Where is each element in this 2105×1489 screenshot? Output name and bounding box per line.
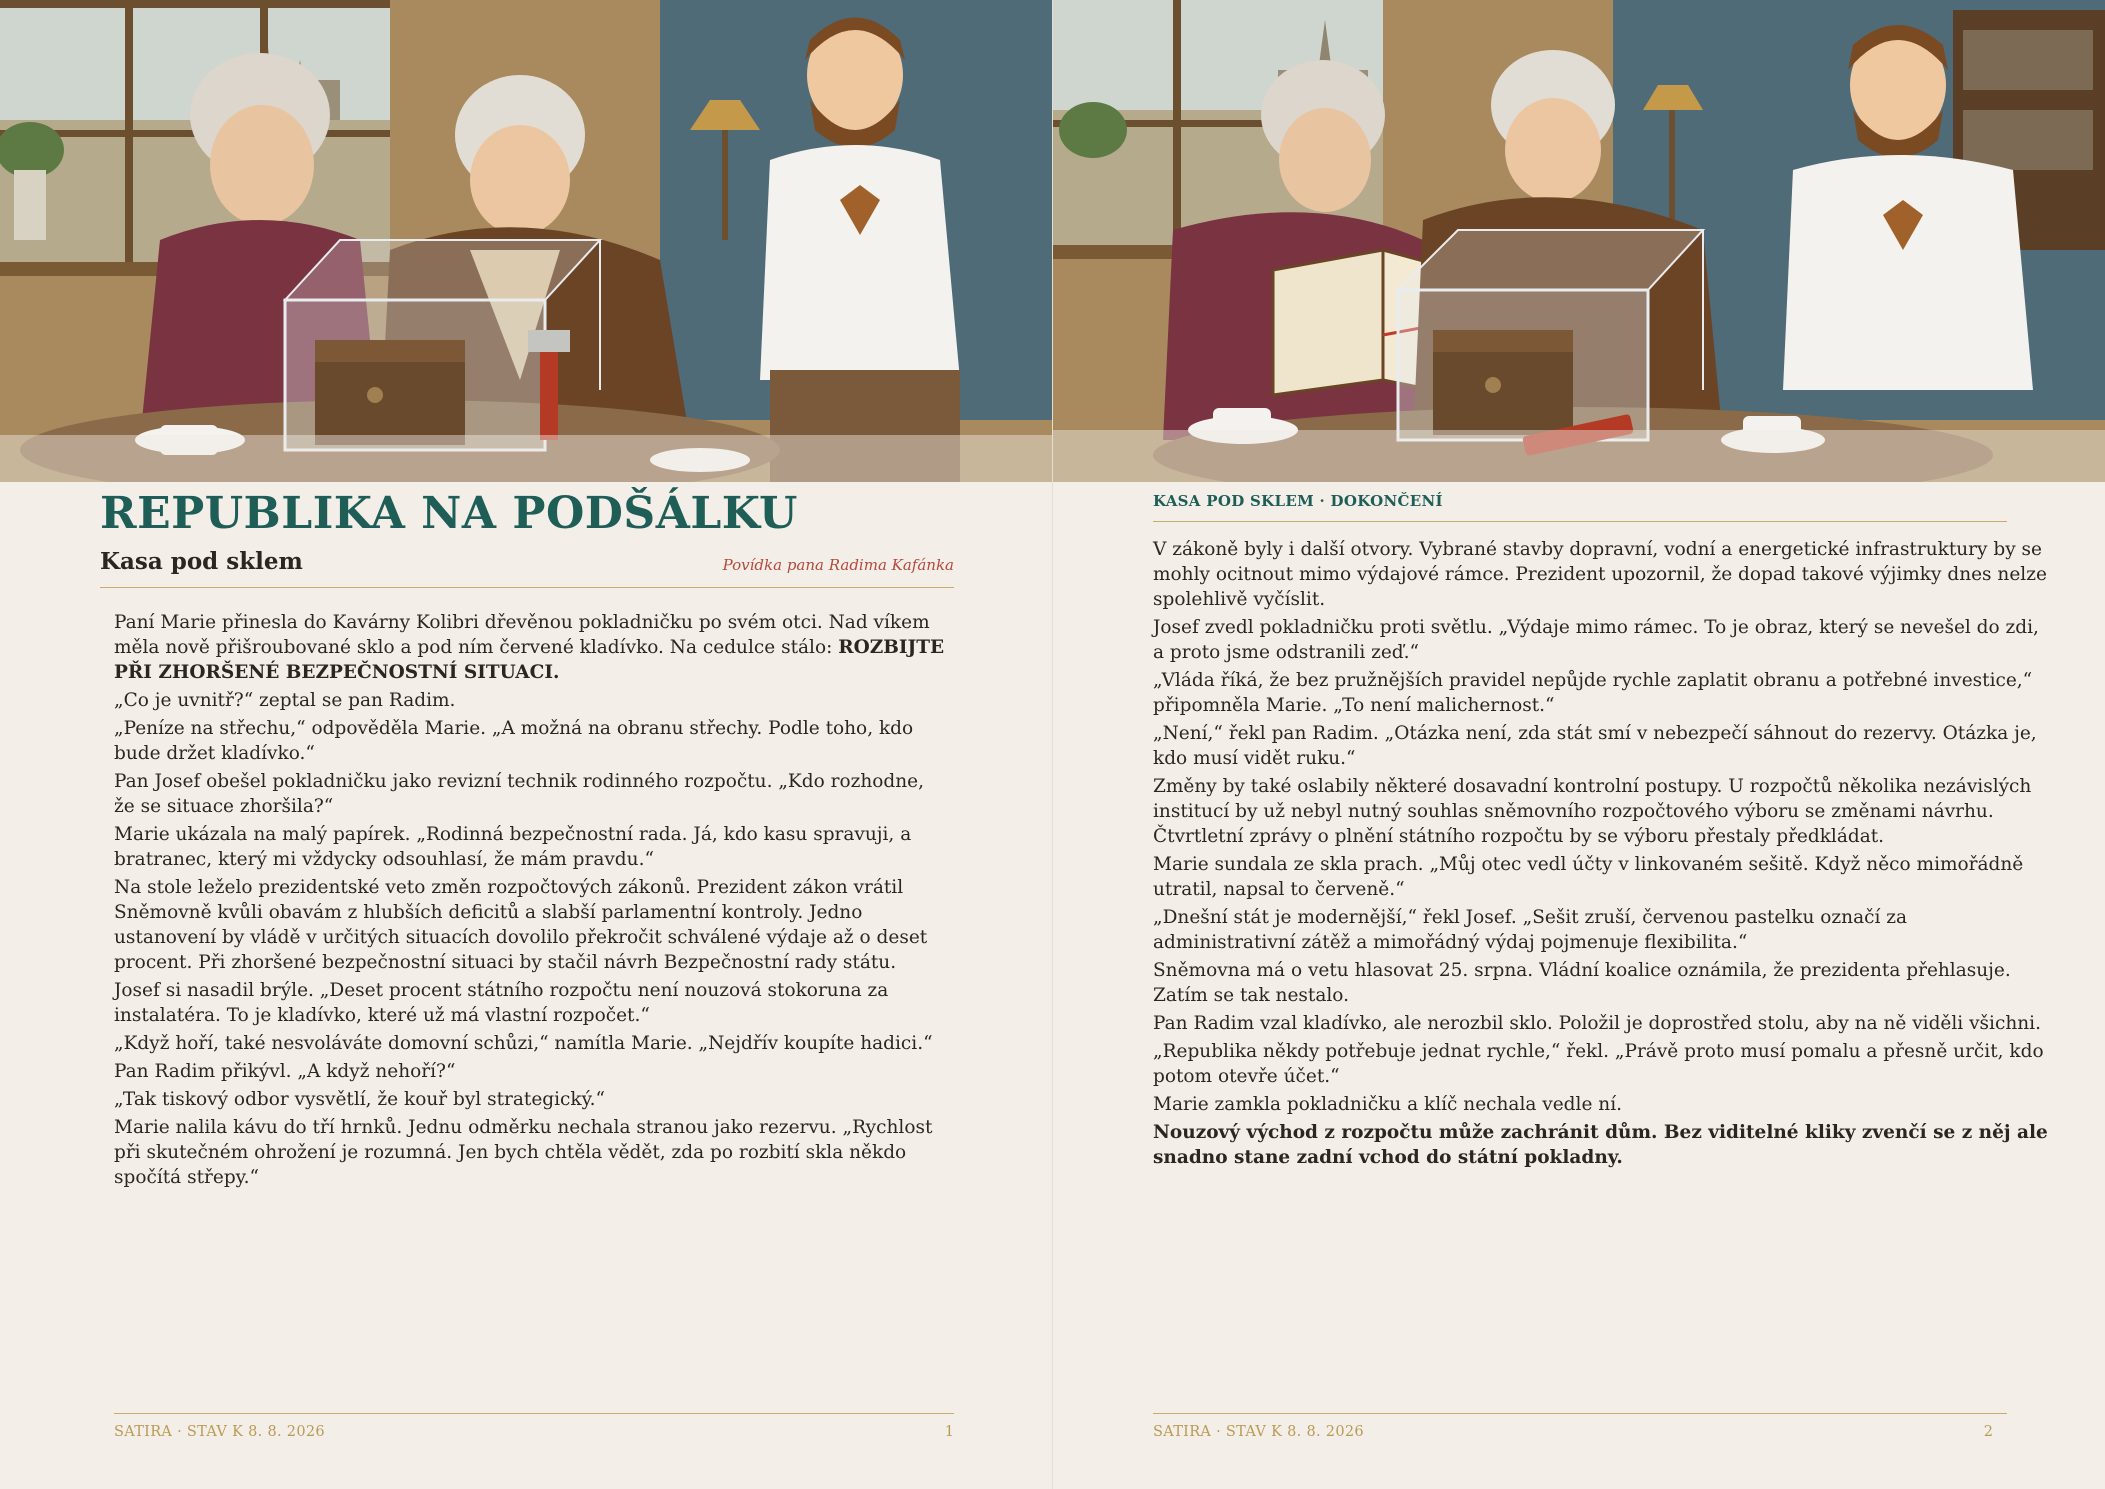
story-body-page-1 [114,610,949,1193]
footer-label: SATIRA · STAV K 8. 8. 2026 [1153,1424,1364,1440]
paragraph: V zákoně byly i další otvory. Vybrané stavby dopravní, vodní a energetické infrastruktury by se mohly ocitnout mimo výdajové rámce. Prezident upozornil, že dopad takové výjimky dnes nelze spolehlivě vyčíslit. [1153,539,2047,610]
warning-label-text: ROZBIJTE PŘI ZHORŠENÉ BEZPEČNOSTNÍ SITUACI. [114,637,945,683]
paragraph: „Tak tiskový odbor vysvětlí, že kouř byl strategický.“ [114,1089,605,1110]
paragraph: Marie zamkla pokladničku a klíč nechala vedle ní. [1153,1094,1622,1115]
paragraph: „Peníze na střechu,“ odpověděla Marie. „A možná na obranu střechy. Podle toho, kdo bude držet kladívko.“ [114,718,914,764]
continuation-kicker: KASA POD SKLEM · DOKONČENÍ [1153,492,1443,510]
paragraph: Změny by také oslabily některé dosavadní kontrolní postupy. U rozpočtů několika nezávislých institucí by už nebyl nutný souhlas sněmovního rozpočtového výboru se změnami návrhu. Čtvrtletní zprávy o plnění státního rozpočtu by se výboru přestaly předkládat. [1153,776,2032,847]
paragraph: „Není,“ řekl pan Radim. „Otázka není, zda stát smí v nebezpečí sáhnout do rezervy. Otázka je, kdo musí vidět ruku.“ [1153,723,2037,769]
paragraph: Sněmovna má o vetu hlasovat 25. srpna. Vládní koalice oznámila, že prezidenta přehlasuje. Zatím se tak nestalo. [1153,960,2011,1006]
paragraph: „Republika někdy potřebuje jednat rychle,“ řekl. „Právě proto musí pomalu a přesně určit, kdo potom otevře účet.“ [1153,1041,2044,1087]
page-number: 2 [1983,1424,1993,1440]
story-subtitle: Kasa pod sklem [100,548,303,575]
paragraph: Marie nalila kávu do tří hrnků. Jednu odměrku nechala stranou jako rezervu. „Rychlost při skutečném ohrožení je rozumná. Jen bych chtěla vědět, zda po rozbití skla někdo spočítá střepy.“ [114,1117,933,1188]
paragraph: Josef si nasadil brýle. „Deset procent státního rozpočtu není nouzová stokoruna za instalatéra. To je kladívko, které už má vlastní rozpočet.“ [114,980,889,1026]
page-number: 1 [944,1424,954,1440]
closing-statement: Nouzový východ z rozpočtu může zachránit dům. Bez viditelné kliky zvenčí se z něj ale snadno stane zadní vchod do státní pokladny. [1153,1122,2048,1168]
footer-divider [114,1413,954,1414]
paragraph: „Když hoří, také nesvoláváte domovní schůzi,“ namítla Marie. „Nejdřív koupíte hadici.“ [114,1033,933,1054]
paragraph: Marie ukázala na malý papírek. „Rodinná bezpečnostní rada. Já, kdo kasu spravuji, a bratranec, který mi vždycky odsouhlasí, že mám pravdu.“ [114,824,912,870]
cafe-illustration-left [0,0,1052,482]
paragraph: Pan Radim vzal kladívko, ale nerozbil sklo. Položil je doprostřed stolu, aby na ně viděli všichni. [1153,1013,2041,1034]
story-byline: Povídka pana Radima Kafánka [722,556,954,574]
paragraph: Pan Radim přikývl. „A když nehoří?“ [114,1061,456,1082]
paragraph: „Dnešní stát je modernější,“ řekl Josef. „Sešit zruší, červenou pastelku označí za administrativní zátěž a mimořádný výdaj pojmenuje flexibilita.“ [1153,907,1908,953]
page-1 [0,0,1052,1489]
paragraph: Pan Josef obešel pokladničku jako revizní technik rodinného rozpočtu. „Kdo rozhodne, že se situace zhoršila?“ [114,771,924,817]
paragraph: Paní Marie přinesla do Kavárny Kolibri dřevěnou pokladničku po svém otci. Nad víkem měla nově přišroubované sklo a pod ním červené kladívko. Na cedulce stálo: ROZBIJTE PŘI ZHORŠENÉ BEZPEČNOSTNÍ SITUACI. [114,612,945,683]
kicker-divider [1153,521,2007,522]
story-title: REPUBLIKA NA PODŠÁLKU [100,488,798,539]
paragraph: Josef zvedl pokladničku proti světlu. „Výdaje mimo rámec. To je obraz, který se nevešel do zdi, a proto jsme odstranili zeď.“ [1153,617,2039,663]
paragraph: Na stole leželo prezidentské veto změn rozpočtových zákonů. Prezident zákon vrátil Sněmovně kvůli obavám z hlubších deficitů a slabší parlamentní kontroly. Jedno ustanovení by vládě v určitých situacích dovolilo překročit schválené výdaje až o deset procent. Při zhoršené bezpečnostní situaci by stačil návrh Bezpečnostní rady státu. [114,877,928,973]
footer-divider [1153,1413,2007,1414]
footer-label: SATIRA · STAV K 8. 8. 2026 [114,1424,325,1440]
page-2 [1052,0,2105,1489]
paragraph: „Co je uvnitř?“ zeptal se pan Radim. [114,690,456,711]
cafe-illustration-right [1053,0,2105,482]
paragraph: „Vláda říká, že bez pružnějších pravidel nepůjde rychle zaplatit obranu a potřebné investice,“ připomněla Marie. „To není malichernost.“ [1153,670,2033,716]
paragraph: Marie sundala ze skla prach. „Můj otec vedl účty v linkovaném sešitě. Když něco mimořádně utratil, napsal to červeně.“ [1153,854,2024,900]
title-divider [100,587,954,588]
story-body-page-2 [1153,537,2053,1173]
